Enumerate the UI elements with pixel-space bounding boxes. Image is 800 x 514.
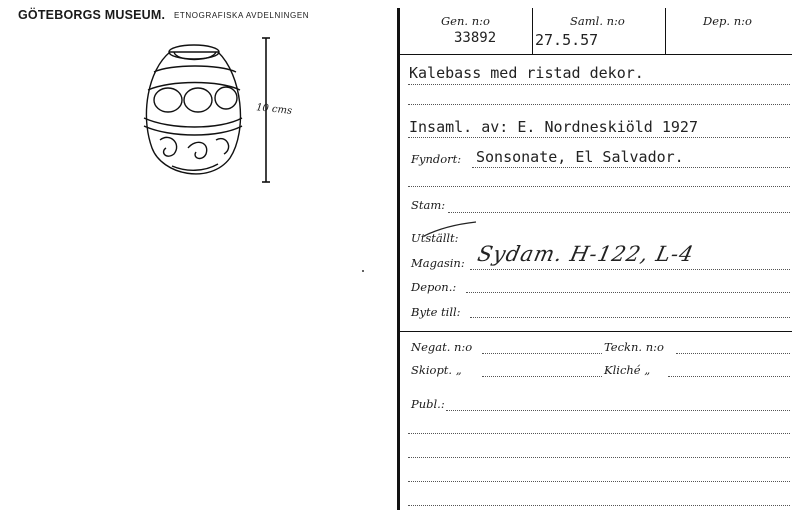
dep-label: Dep. n:o — [703, 14, 752, 28]
stam-label: Stam: — [411, 198, 446, 212]
rule — [676, 353, 790, 354]
rule — [408, 505, 790, 506]
pen-stroke — [420, 220, 480, 240]
rule — [408, 84, 790, 85]
magasin-value: Sydam. H-122, L-4 — [475, 242, 697, 266]
negat-label: Negat. n:o — [411, 340, 473, 354]
rule — [470, 317, 790, 318]
teckn-label: Teckn. n:o — [604, 340, 664, 354]
header-divider — [532, 8, 533, 54]
rule — [472, 167, 790, 168]
rule — [482, 376, 602, 377]
fyndort-label: Fyndort: — [411, 152, 462, 166]
saml-label: Saml. n:o — [570, 14, 625, 28]
rule — [482, 353, 602, 354]
gen-value: 33892 — [454, 30, 497, 46]
rule — [408, 186, 790, 187]
skiopt-label: Skiopt. „ — [411, 363, 462, 377]
fyndort-value: Sonsonate, El Salvador. — [476, 148, 684, 166]
header-divider — [665, 8, 666, 54]
object-title: Kalebass med ristad dekor. — [409, 64, 644, 82]
gen-label: Gen. n:o — [441, 14, 490, 28]
rule — [408, 433, 790, 434]
cliche-label: Kliché „ — [604, 363, 651, 377]
scale-note: 10 cms — [255, 102, 293, 117]
byte-label: Byte till: — [411, 305, 461, 319]
rule — [466, 292, 790, 293]
card-left-border — [397, 8, 400, 510]
rule — [668, 376, 790, 377]
depon-label: Depon.: — [411, 280, 457, 294]
rule — [408, 481, 790, 482]
rule — [408, 137, 790, 138]
section-rule — [399, 331, 792, 332]
rule — [470, 269, 790, 270]
magasin-label: Magasin: — [411, 256, 465, 270]
rule — [408, 457, 790, 458]
museum-name: GÖTEBORGS MUSEUM. — [18, 8, 166, 22]
saml-value: 27.5.57 — [535, 31, 599, 49]
speck — [362, 270, 364, 272]
header-bottom-rule — [399, 54, 792, 55]
utstallt-label: Utställt: — [411, 231, 459, 245]
publ-label: Publ.: — [411, 397, 445, 411]
rule — [408, 104, 790, 105]
rule — [446, 410, 790, 411]
collector-line: Insaml. av: E. Nordneskiöld 1927 — [409, 118, 698, 136]
rule — [448, 212, 790, 213]
department-name: ETNOGRAFISKA AVDELNINGEN — [174, 11, 310, 20]
